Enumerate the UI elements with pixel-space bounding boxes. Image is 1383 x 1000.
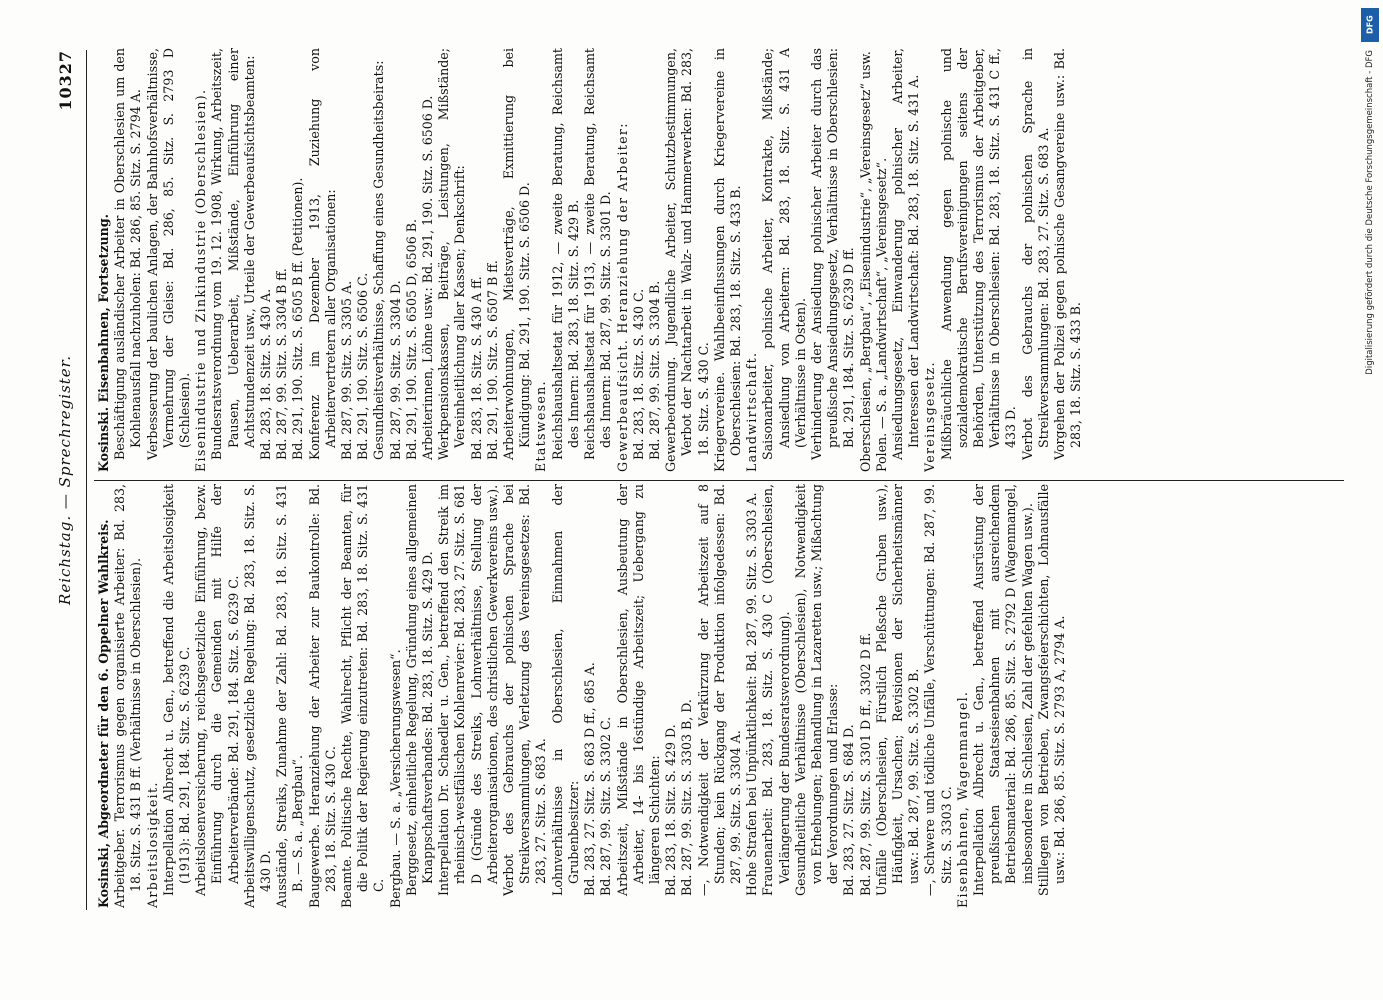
index-entry: Arbeitszeit, Mißstände in Oberschlesien, Ausbeutung der Arbeiter, 14- bis 16stündige Arbeitszeit; Uebergang zu längeren Schichten: [614,484,662,896]
header-rule [86,50,87,910]
index-entry: Gesundheitsverhältnisse, Schaffung eines Gesundheitsbeirats: [371,60,387,460]
index-entry: Arbeitswilligenschutz, gesetzliche Regelung: Bd. 283, 18. Sitz. S. 430 D. [241,484,274,908]
index-entry: Vereinsgesetz. [922,361,938,472]
page-number: 10327 [56,50,75,111]
index-entry: Verbot des Gebrauchs der polnischen Sprache in Streikversammlungen: Bd. 283, 27. Sitz. S. 683 A. [1019,48,1051,460]
index-entry: Bundesratsverordnung vom 19. 12. 1908, Wirkung, Arbeitszeit, Pausen, Ueberarbeit, Mißstände, Einführung einer Achtstundenzeit usw., Urteile der Gewerbeaufsichtsbeamten: [209,48,257,460]
index-entry: Reichshaushaltsetat für 1912, — zweite Beratung, Reichsamt des Innern: Bd. 283, 18. Sitz. S. 429 B. [549,48,581,460]
index-entry: Bd. 287, 99. Sitz. S. 3304 B. [646,280,662,460]
index-entry: Arbeiterinnen, Löhne usw.: Bd. 291, 190. Sitz. S. 6506 D. [420,95,436,460]
index-entry: Bd. 287, 99. Sitz. S. 3304 D. [387,280,403,460]
index-entry: Interpellation Dr. Schaedler u. Gen., betreffend den Streik im rheinisch-westfälischen Kohlenrevier: Bd. 283, 27. Sitz. S. 681 D (Gründe des Streiks, Lohnverhältnisse, Stellung der Arbeiterorganisationen, des christlichen Gewerkvereins usw.). [436,484,500,896]
index-entry: Unfälle (Oberschlesien, Fürstlich Pleßsche Gruben usw.), Häufigkeit, Ursachen; Revisionen der Sicherheitsmänner usw.: Bd. 287, 99. Sitz. S. 3302 B. [873,484,922,896]
dfg-funding-note: Digitalisierung gefördert durch die Deutsche Forschungsgemeinschaft - DFG [1365,50,1375,375]
index-entry: Stilllegen von Betrieben, Zwangsfeierschichten, Lohnausfälle usw.: Bd. 286, 85. Sitz. S. 2793 A, 2794 A. [1035,484,1067,896]
index-entry: Arbeitslosenversicherung, reichsgesetzliche Einführung, bezw. Einführung durch die Gemeinden mit Hilfe der Arbeiterverbände: Bd. 291, 184. Sitz. S. 6239 C. [193,484,241,896]
index-entry: Verbesserung der baulichen Anlagen, der Bahnhofsverhältnisse, Vermehrung der Gleise: Bd. 286, 85. Sitz. S. 2793 D (Schlesien). [144,48,193,460]
index-entry: Ausstände, Streiks, Zunahme der Zahl: Bd. 283, 18. Sitz. S. 431 B. — S. a. „Bergbau“. [274,484,306,908]
index-entry: Werkpensionskassen, Beiträge, Leistungen, Mißstände; Vereinheitlichung aller Kassen; Denkschrift: [436,48,468,460]
index-entry: Konferenz im Dezember 1913, Zuziehung von Arbeitervertretern aller Organisationen: [306,48,338,460]
index-entry: Bergbau. — S. a. „Versicherungswesen“. [387,649,403,908]
index-entry: Berggesetz, einheitliche Regelung, Gründung eines allgemeinen Knappschaftsverbandes: Bd. 283, 18. Sitz. S. 429 D. [403,484,436,896]
index-entry: Kriegervereine. Wahlbeeinflussungen durch Kriegervereine in Oberschlesien: Bd. 283, 18. Sitz. S. 433 B. [711,48,743,472]
index-entry: Bd. 291, 190. Sitz. S. 6505 B ff. (Petitionen). [290,177,306,460]
index-entry: Bd. 287, 99. Sitz. S. 3303 B, D. [679,699,695,896]
index-entry: Reichshaushaltsetat für 1913, — zweite Beratung, Reichsamt des Innern: Bd. 287, 99. Sitz. S. 3301 D. [582,48,614,460]
index-entry: Kosinski. Eisenbahnen, Fortsetzung. [96,213,111,472]
index-entry: Gewerbeordnung. Jugendliche Arbeiter, Schutzbestimmungen, Verbot der Nachtarbeit in Walz- und Hammerwerken: Bd. 283, 18. Sitz. S. 430 C. [663,48,711,472]
index-entry: Bd. 291, 190. Sitz. S. 6507 B ff. [484,260,500,460]
index-entry: Baugewerbe. Heranziehung der Arbeiter zur Baukontrolle: Bd. 283, 18. Sitz. S. 430 C. [306,484,338,908]
index-entry: Eisenindustrie und Zinkindustrie (Oberschlesien). [193,88,209,472]
index-entry: Hohe Strafen bei Unpünktlichkeit: Bd. 287, 99. Sitz. S. 3303 A. [744,492,760,896]
index-entry: Mißbräuchliche Anwendung gegen polnische und sozialdemokratische Berufsvereinigungen seitens der Behörden, Unterstützung des Terrorismus der Arbeitgeber, Verhältnisse in Oberschlesien: Bd. 283, 18. Sitz. S. 431 C ff., 433 D. [938,48,1019,460]
index-entry: Landwirtschaft. [744,351,760,472]
index-entry: Bd. 291, 190. Sitz. S. 6505 D, 6506 B. [403,219,419,460]
index-entry: —, Schwere und tödliche Unfälle, Verschüttungen: Bd. 287, 99. Sitz. S. 3303 C. [922,484,954,896]
index-entry: Interpellation Albrecht u. Gen., betreffend die Arbeitslosigkeit (1913): Bd. 291, 184. Sitz. S. 6239 C. [160,484,193,896]
index-entry: Frauenarbeit: Bd. 283, 18. Sitz. S. 430 C (Oberschlesien, Verlängerung der Bundesratsverordnung). [760,484,792,896]
index-entry: Interpellation Albrecht u. Gen., betreffend Ausrüstung der preußischen Staatseisenbahnen mit ausreichendem Betriebsmaterial: Bd. 286, 85. Sitz. S. 2792 D (Wagenmangel, insbesondere in Schlesien, Zahl der gefehlten Wagen usw.). [970,484,1035,896]
index-entry: Polen. — S. a. „Landwirtschaft“, „Vereinsgesetz“. [873,157,889,472]
running-title: Reichstag. — Sprechregister. [56,355,74,605]
index-entry: Saisonarbeiter, polnische Arbeiter, Kontrakte, Mißstände; Ansiedlung von Arbeitern: Bd. 283, 18. Sitz. S. 431 A (Verhältnisse in Osten). [760,48,808,460]
index-entry: Bd. 287, 99. Sitz. S. 3302 C. [598,716,614,896]
index-entry: Bd. 283, 27. Sitz. S. 684 D. [841,724,857,896]
index-entry: Arbeiterwohnungen, Mietsverträge, Exmittierung bei Kündigung: Bd. 291, 190. Sitz. S. 6506 D. [501,48,533,460]
index-entry: Gewerbeaufsicht. Heranziehung der Arbeiter: [614,122,630,472]
index-entry: Bd. 287, 99. Sitz. S. 3301 D ff., 3302 D ff. [857,632,873,896]
right-column [96,48,1336,472]
index-entry: Eisenbahnen, Wagenmangel. [954,690,970,908]
index-entry: Bd. 283, 18. Sitz. S. 430 A ff. [468,276,484,460]
index-entry: Verbot des Gebrauchs der polnischen Sprache bei Streikversammlungen, Verletzung des Vereinsgesetzes: Bd. 283, 27. Sitz. S. 683 A. [501,484,549,896]
running-header [56,50,84,910]
index-entry: Bd. 283, 18. Sitz. S. 430 C. [630,288,646,460]
index-entry: Gesundheitliche Verhältnisse (Oberschlesien), Notwendigkeit von Erhebungen; Behandlung in Lazaretten usw.; Mißachtung der Verordnungen und Erlasse: [792,484,841,896]
index-entry: Kosinski, Abgeordneter für den 6. Oppelner Wahlkreis. [96,519,111,908]
index-entry: Verhinderung der Ansiedlung polnischer Arbeiter durch das preußische Ansiedlungsgesetz, Verhältnisse in Oberschlesien: Bd. 291, 184. Sitz. S. 6239 D ff. [808,48,857,460]
index-entry: Ansiedlungsgesetz, Einwanderung polnischer Arbeiter, Interessen der Landwirtschaft: Bd. 283, 18. Sitz. S. 431 A. [889,48,922,460]
index-entry: Bd. 283, 27. Sitz. S. 683 D ff., 685 A. [582,662,598,896]
index-entry: Bd. 283, 18. Sitz. S. 429 D. [663,724,679,896]
index-entry: Beamte. Politische Rechte, Wahlrecht, Pflicht der Beamten, für die Politik der Regierung einzutreten: Bd. 283, 18. Sitz. S. 431 C. [339,484,387,908]
dfg-logo: DFG [1361,8,1379,42]
index-entry: Arbeitgeber. Terrorismus gegen organisierte Arbeiter: Bd. 283, 18. Sitz. S. 431 B ff. (Verhältnisse in Oberschlesien). [112,484,144,908]
index-entry: Vorgehen der Polizei gegen polnische Gesangvereine usw.: Bd. 283, 18. Sitz. S. 433 B. [1051,48,1084,460]
left-column [96,484,1336,908]
index-entry: Bd. 283, 18. Sitz. S. 430 A. [258,288,274,460]
index-entry: Arbeitslosigkeit. [144,781,160,908]
index-entry: Lohnverhältnisse in Oberschlesien, Einnahmen der Grubenbesitzer: [549,484,581,896]
index-entry: —, Notwendigkeit der Verkürzung der Arbeitszeit auf 8 Stunden; kein Rückgang der Produktion infolgedessen: Bd. 287, 99. Sitz. S. 3304 A. [695,484,743,896]
column-divider [94,480,1344,481]
index-entry: Oberschlesien, „Bergbau“, „Eisenindustrie“, „Vereinsgesetz“ usw. [857,51,873,472]
index-entry: Beschäftigung ausländischer Arbeiter in Oberschlesien um den Kohlenausfall nachzuholen: Bd. 286, 85. Sitz. S. 2794 A. [112,48,144,460]
index-entry: Etatswesen. [533,380,549,472]
index-entry: Bd. 291, 190. Sitz. S. 6506 C. [355,272,371,460]
index-entry: Bd. 287, 99. Sitz. S. 3304 B ff. [274,268,290,460]
index-entry: Bd. 287, 99. Sitz. S. 3305 A. [339,280,355,460]
